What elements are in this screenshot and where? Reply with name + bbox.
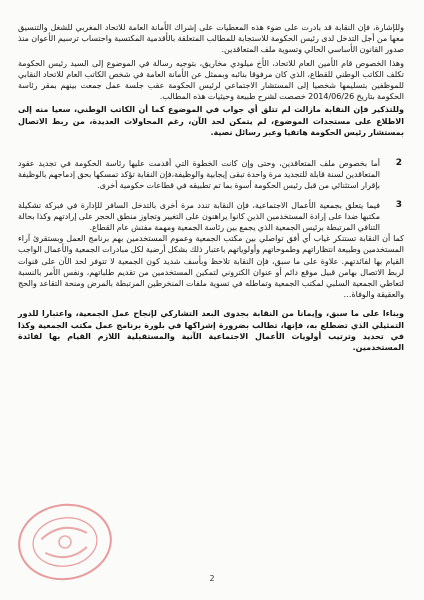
paragraph-no-response-reminder: وللتذكير فإن النقابة مازالت لم تتلق أي جواب في الموضوع كما أن الكاتب الوطني، سعيا منه إلى الاطلاع على مستجدات الموضوع، لم يتمكن لحد الآن، رغم المحاولات العديدة، من ربط الاتصال بمستشار رئيس الحكومة هاتفيا وعبر رسائل نصية.: [18, 105, 404, 137]
paragraph-union-initiative: وللإشارة، فإن النقابة قد بادرت على ضوء هذه المعطيات على إشراك الأمانة العامة للاتحاد المغربي للشغل والتنسيق معها من أجل التدخل لدى رئيس الحكومة للاستجابة للمطالب المتعلقة بالأقدمية المكتسبة واحتساب ترسيم الأعوان منذ صدور القانون الأساسي الحالي وتسوية ملف المتعاقدين.: [18, 23, 404, 55]
item-contractors-text: أما بخصوص ملف المتعاقدين، وحتى وإن كانت الخطوة التي أقدمت عليها رئاسة الحكومة في تجديد عقود المتعاقدين لسنة قابلة للتجديد مرة واحدة تبقى إيجابية والوظيفة،فإن النقابة تؤكد تمسكها بحق إدماجهم بالوظيفة بإقرار استثنائي من قبل رئيس الحكومة أسوة بما تم تطبيقه في قطاعات حكومية أخرى.: [18, 159, 380, 191]
item-contractors-file: [18, 158, 404, 192]
page-number: 2: [209, 574, 215, 583]
item-social-works-association: [18, 200, 404, 234]
item-number-3: 3: [395, 199, 402, 210]
document-body: [18, 22, 404, 353]
paragraph-closing-demand: وبناءا على ما سبق، وإيمانا من النقابة بجدوى البعد التشاركي لإنجاح عمل الجمعية، واعتبارا للدور التمثيلي الذي تضطلع به، فإنها، تطالب بضرورة إشراكها في بلورة برنامج عمل مكتب الجمعية وكذا في تحديد وترتيب أولويات الأعمال الاجتماعية الآنية والمستقبلية اللازم القيام بها لفائدة المستخدمين.: [18, 309, 404, 353]
stamp-graphic: [15, 500, 114, 584]
item-association-text: فيما يتعلق بجمعية الأعمال الاجتماعية، فإن النقابة تندد مرة أخرى بالتدخل السافر للإدارة في فبركة تشكيلة مكتبها ضدا على إرادة المستخدمين الذين كانوا يراهنون على التغيير وتجاوز منطق الحجر على إرادتهم وكذا بحالة التنافي المرتبطة برئيس الجمعية الذي يجمع بين رئاسة الجمعية ومهمة مفتش عام القطاع.: [18, 200, 380, 233]
paragraph-association-communication: كما أن النقابة تستنكر غياب أي أفق تواصلي بين مكتب الجمعية وعموم المستخدمين بهم برنامج العمل وبستقرئ آراء المستخدمين وطبيعة انتظاراتهم وطموحاتهم وأولوياتهم باعتبار ذلك بشكل أرضية لكل مبادرات الجمعية والأعمال الواجب القيام بها لفائدتهم. علاوة على ما سبق، فإن النقابة تلاحظ وبأسف شديد كون الجمعية لا تتوفر لحد الآن على قنوات لربط الاتصال بهامن قبيل موقع دائم أو عنوان الكتروني لتمكين المستخدمين من تقديم طلباتهم، ونفس الأمر بالنسبة لتعاطي الجمعية السلبي لمكتب الجمعية وتماطله في تسوية ملفات المنخرطين المرتبطة بالمرض ومنحة التقاعد والحج والعقيقة والوفاة…: [18, 234, 404, 300]
union-stamp: [13, 498, 117, 586]
paragraph-letter-to-head-of-government: وهذا الخصوص قام الأمين العام للاتحاد، الأخ ميلودي مخاريق، بتوجيه رسالة في الموضوع إلى السيد رئيس الحكومة تكلف الكاتب الوطني للقطاع، الذي كان مرفوقا بنائبه وبممثل عن الأمانة العامة في شخص الكاتب العام للاتحاد النقابي للموظفين بتسليمها شخصيا إلى المستشار الاجتماعي لرئيس الحكومة عقب جلسة عمل جمعت بينهم بمقر رئاسة الحكومة بتاريخ 2014/06/26 خصصت لشرح طبيعة وحيثيات هذه المطالب.: [18, 58, 404, 102]
item-number-2: 2: [395, 158, 402, 169]
